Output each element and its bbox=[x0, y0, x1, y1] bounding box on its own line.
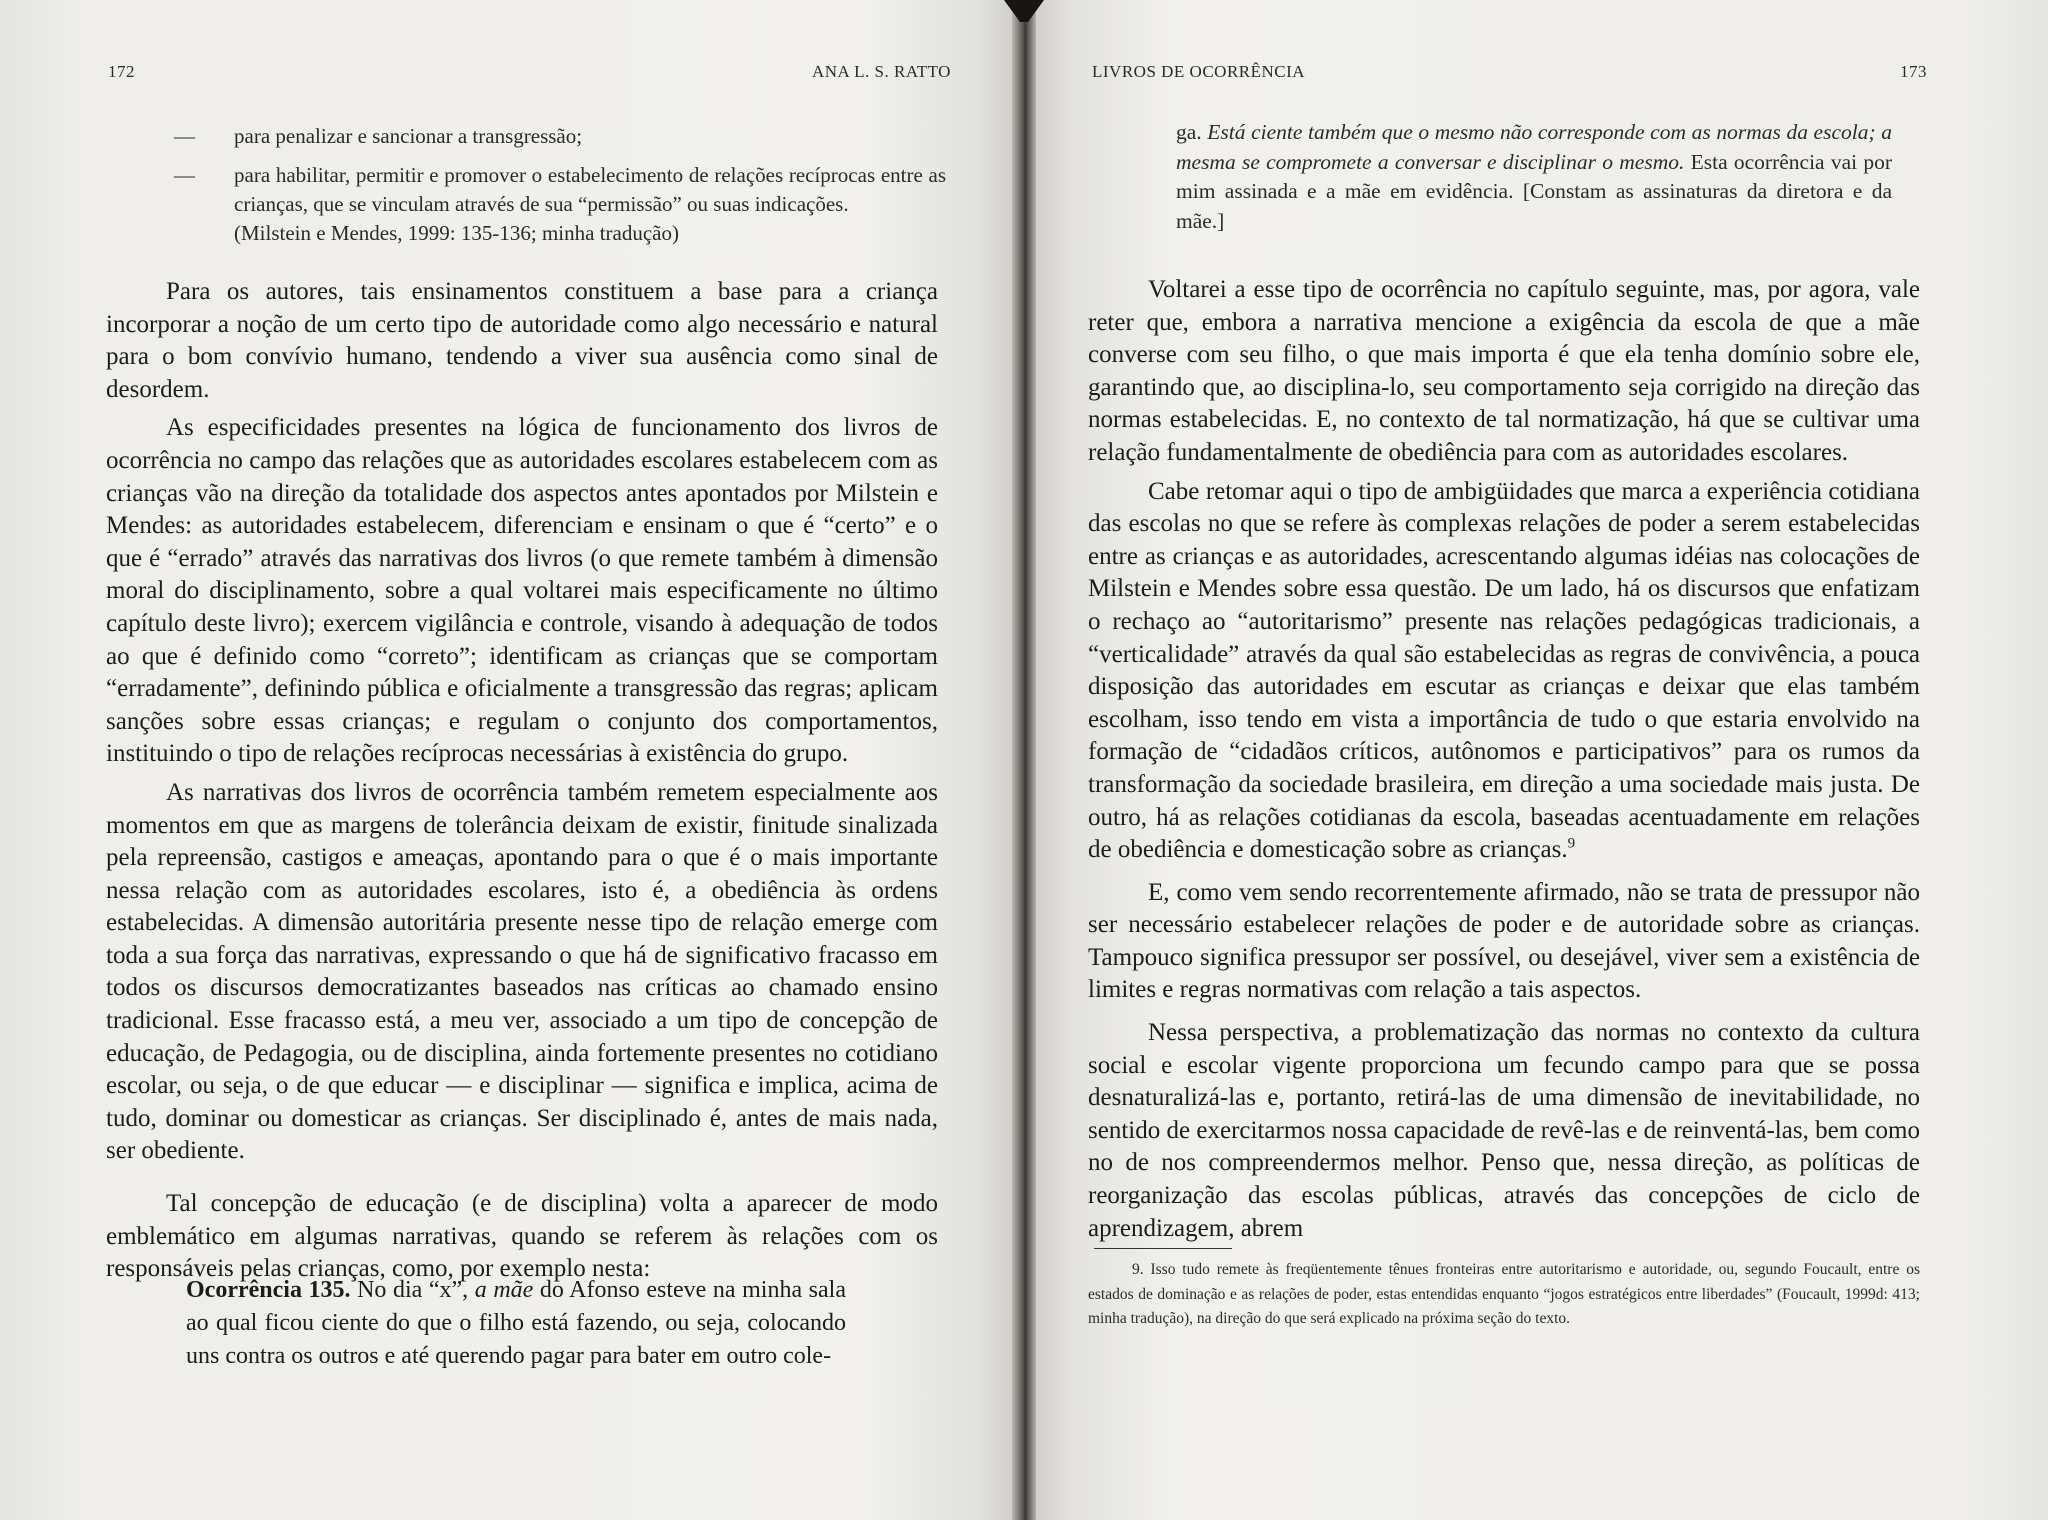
running-head: ANA L. S. RATTO bbox=[812, 62, 951, 81]
paragraph: Cabe retomar aqui o tipo de ambigüidades que marca a experiência cotidiana das escolas no que se refere às complexas relações de poder a serem estabelecidas entre as crianças e as autoridades, acrescentando algumas idéias nas colocações de Milstein e Mendes sobre essa questão. De um lado, há os discursos que enfatizam o rechaço ao “autoritarismo” presente nas relações pedagógicas tradicionais, a “verticalidade” através da qual são estabelecidas as regras de convivência, a pouca disposição das autoridades em escutar as crianças e deixar que elas também escolham, isso tendo em vista a importância de tudo o que estaria envolvido na formação de “cidadãos críticos, autônomos e participativos” para os rumos da transformação da sociedade brasileira, em direção a uma sociedade mais justa. De outro, há as relações cotidianas da escola, baseadas acentuadamente em relações de obediência e domesticação sobre as crianças.$^9$ bbox=[1088, 477, 1920, 864]
occurrence-italic: Está ciente também que o mesmo não corresponde com as normas da escola; a mesma se compromete a conversar e disciplinar o mesmo. bbox=[1176, 120, 1892, 174]
list-item bbox=[174, 122, 946, 151]
list-item bbox=[174, 161, 946, 219]
paragraph: Para os autores, tais ensinamentos constituem a base para a criança incorporar a noção de um certo tipo de autoridade como algo necessário e natural para o bom convívio humano, tendendo a viver sua ausência como sinal de desordem. bbox=[106, 278, 938, 403]
paragraph: E, como vem sendo recorrentemente afirmado, não se trata de pressupor não ser necessário estabelecer relações de poder e de autoridade sobre as crianças. Tampouco significa pressupor ser possível, ou desejável, viver sem a existência de limites e regras normativas com relação a tais aspectos. bbox=[1088, 878, 1920, 1004]
left-body-text bbox=[106, 276, 938, 1286]
book-gutter bbox=[1012, 0, 1036, 1520]
page-number: 173 bbox=[1900, 62, 1927, 81]
paragraph: Tal concepção de educação (e de disciplina) volta a aparecer de modo emblemático em algumas narrativas, quando se referem às relações com os responsáveis pelas crianças, como, por exemplo nesta: bbox=[106, 1190, 938, 1283]
list-dash: — bbox=[174, 124, 195, 148]
occurrence-text: Esta ocorrência vai por mim assinada e a mãe em evidência. [Constam as assinaturas da diretora e da mãe.] bbox=[1176, 149, 1892, 233]
occurrence-text: No dia “x”, bbox=[350, 1277, 475, 1303]
occurrence-continuation bbox=[1176, 118, 1892, 236]
list-item-text: para penalizar e sancionar a transgressão; bbox=[234, 124, 583, 148]
footnote bbox=[1088, 1258, 1920, 1332]
list-item-text: para habilitar, permitir e promover o estabelecimento de relações recíprocas entre as crianças, que se vinculam através de sua “permissão” ou suas indicações. bbox=[234, 163, 946, 216]
footnote-divider bbox=[1094, 1248, 1232, 1249]
occurrence-text: ga. bbox=[1176, 120, 1208, 144]
occurrence-text: do Afonso esteve na minha sala ao qual ficou ciente do que o filho está fazendo, ou seja, colocando uns contra os outros e até querendo pagar para bater em outro cole- bbox=[186, 1277, 846, 1369]
paragraph: As narrativas dos livros de ocorrência também remetem especialmente aos momentos em que as margens de tolerância deixam de existir, finitude sinalizada pela repreensão, castigos e ameaças, apontando para o que é o mais importante nessa relação com as autoridades escolares, isto é, a obediência às ordens estabelecidas. A dimensão autoritária presente nesse tipo de relação emerge com toda a sua força das narrativas, expressando o que há de significativo fracasso em todos os discursos democratizantes baseados nas críticas ao chamado ensino tradicional. Esse fracasso está, a meu ver, associado a um tipo de concepção de educação, de Pedagogia, ou de disciplina, ainda fortemente presentes no cotidiano escolar, ou seja, o de que educar — e disciplinar — significa e implica, acima de tudo, dominar ou domesticar as crianças. Ser disciplinado é, antes de mais nada, ser obediente. bbox=[106, 778, 938, 1165]
quote-citation: (Milstein e Mendes, 1999: 135-136; minha tradução) bbox=[234, 221, 679, 245]
paragraph: Voltarei a esse tipo de ocorrência no capítulo seguinte, mas, por agora, vale reter que, embora a narrativa mencione a exigência da escola de que a mãe converse com seu filho, o que mais importa é que ela tenha domínio sobre ele, garantindo que, ao disciplina-lo, seu comportamento seja corrigido na direção das normas estabelecidas. E, no contexto de tal normatização, há que se cultivar uma relação fundamentalmente de obediência para com as autoridades escolares. bbox=[1088, 276, 1920, 466]
occurrence-italic: a mãe bbox=[474, 1277, 534, 1303]
footnote-text: 9. Isso tudo remete às freqüentemente tênues fronteiras entre autoritarismo e autoridade, ou, segundo Foucault, entre os estados de dominação e as relações de poder, estas entendidas enquanto “jogos estratégicos entre liberdades” (Foucault, 1999d: 413; minha tradução), na direção do que será explicado na próxima seção do texto. bbox=[1088, 1261, 1920, 1327]
running-head: LIVROS DE OCORRÊNCIA bbox=[1092, 62, 1306, 81]
paragraph: As especificidades presentes na lógica de funcionamento dos livros de ocorrência no campo das relações que as autoridades escolares estabelecem com as crianças vão na direção da totalidade dos aspectos antes apontados por Milstein e Mendes: as autoridades estabelecem, diferenciam e ensinam o que é “certo” e o que é “errado” através das narrativas dos livros (o que remete também à dimensão moral do disciplinamento, sobre a qual voltarei mais especificamente no último capítulo deste livro); exercem vigilância e controle, visando à adequação de todos ao que é definido como “correto”; identificam as crianças que se comportam “erradamente”, definindo pública e oficialmente a transgressão das regras; aplicam sanções sobre essas crianças; e regulam o conjunto dos comportamentos, instituindo o tipo de relações recíprocas necessárias à existência do grupo. bbox=[106, 414, 938, 768]
left-page bbox=[0, 0, 1018, 1520]
occurrence-quote bbox=[186, 1274, 846, 1373]
occurrence-label: Ocorrência 135. bbox=[186, 1277, 351, 1303]
list-dash: — bbox=[174, 163, 195, 187]
paragraph: Nessa perspectiva, a problematização das normas no contexto da cultura social e escolar vigente proporciona um fecundo campo para que se possa desnaturalizá-las e, portanto, retirá-las de uma dimensão de inevitabilidade, no sentido de exercitarmos nossa capacidade de revê-las e de reinventá-las, bem como no de nos compreendermos melhor. Penso que, nessa direção, as políticas de reorganização das escolas públicas, através das concepções de ciclo de aprendizagem, abrem bbox=[1088, 1019, 1920, 1242]
right-body-text bbox=[1088, 274, 1920, 1245]
quoted-list bbox=[174, 122, 946, 248]
page-number: 172 bbox=[108, 62, 135, 81]
footnote-marker: 9 bbox=[1567, 835, 1576, 852]
